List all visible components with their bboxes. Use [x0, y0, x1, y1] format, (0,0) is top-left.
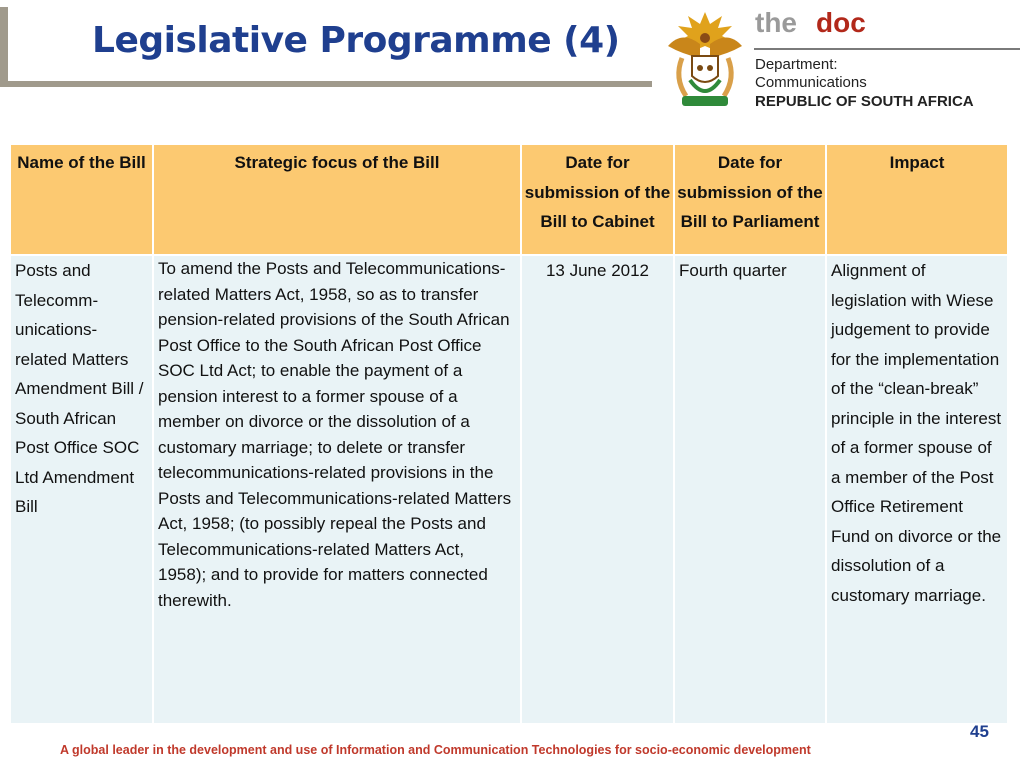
header-impact: Impact: [826, 144, 1008, 255]
department-logo: [660, 4, 1024, 120]
legislative-programme-table: [9, 143, 1009, 725]
header-cabinet-date: Date for submission of the Bill to Cabinet: [521, 144, 674, 255]
page-number: 45: [970, 722, 989, 741]
brand-doc: doc: [816, 7, 866, 38]
country-name: REPUBLIC OF SOUTH AFRICA: [755, 93, 974, 110]
slide-title: Legislative Programme (4): [92, 20, 620, 61]
brand-the: the: [755, 7, 797, 38]
parliament-date-cell: Fourth quarter: [674, 255, 826, 724]
header-strategic-focus: Strategic focus of the Bill: [153, 144, 521, 255]
coat-of-arms-icon: [660, 6, 750, 116]
bill-name-cell: Posts and Telecomm-unications-related Matters Amendment Bill / South African Post Office SOC Ltd Amendment Bill: [10, 255, 153, 724]
department-name: Communications: [755, 74, 867, 91]
impact-cell: Alignment of legislation with Wiese judgement to provide for the implementation of the “clean-break” principle in the interest of a former spouse of a member of the Post Office Retirement Fund on divorce or the dissolution of a customary marriage.: [826, 255, 1008, 724]
strategic-focus-cell: To amend the Posts and Telecommunications-related Matters Act, 1958, so as to transfer pension-related provisions of the South African Post Office to the South African Post Office SOC Ltd Act; to enable the payment of a pension interest to a former spouse of a member on divorce or the dissolution of a customary marriage; to delete or transfer telecommunications-related provisions in the Posts and Telecommunications-related Matters Act, 1958; (to possibly repeal the Posts and Telecommunications-related Matters Act, 1958); and to provide for matters connected therewith.: [153, 255, 521, 724]
table-row: [10, 255, 1008, 724]
brand-divider: [754, 48, 1020, 50]
header-parliament-date: Date for submission of the Bill to Parliament: [674, 144, 826, 255]
table-header-row: [10, 144, 1008, 255]
department-label: Department:: [755, 56, 838, 73]
cabinet-date-cell: 13 June 2012: [521, 255, 674, 724]
footer-tagline: A global leader in the development and use of Information and Communication Technologies for socio-economic development: [60, 743, 811, 757]
header-bill-name: Name of the Bill: [10, 144, 153, 255]
